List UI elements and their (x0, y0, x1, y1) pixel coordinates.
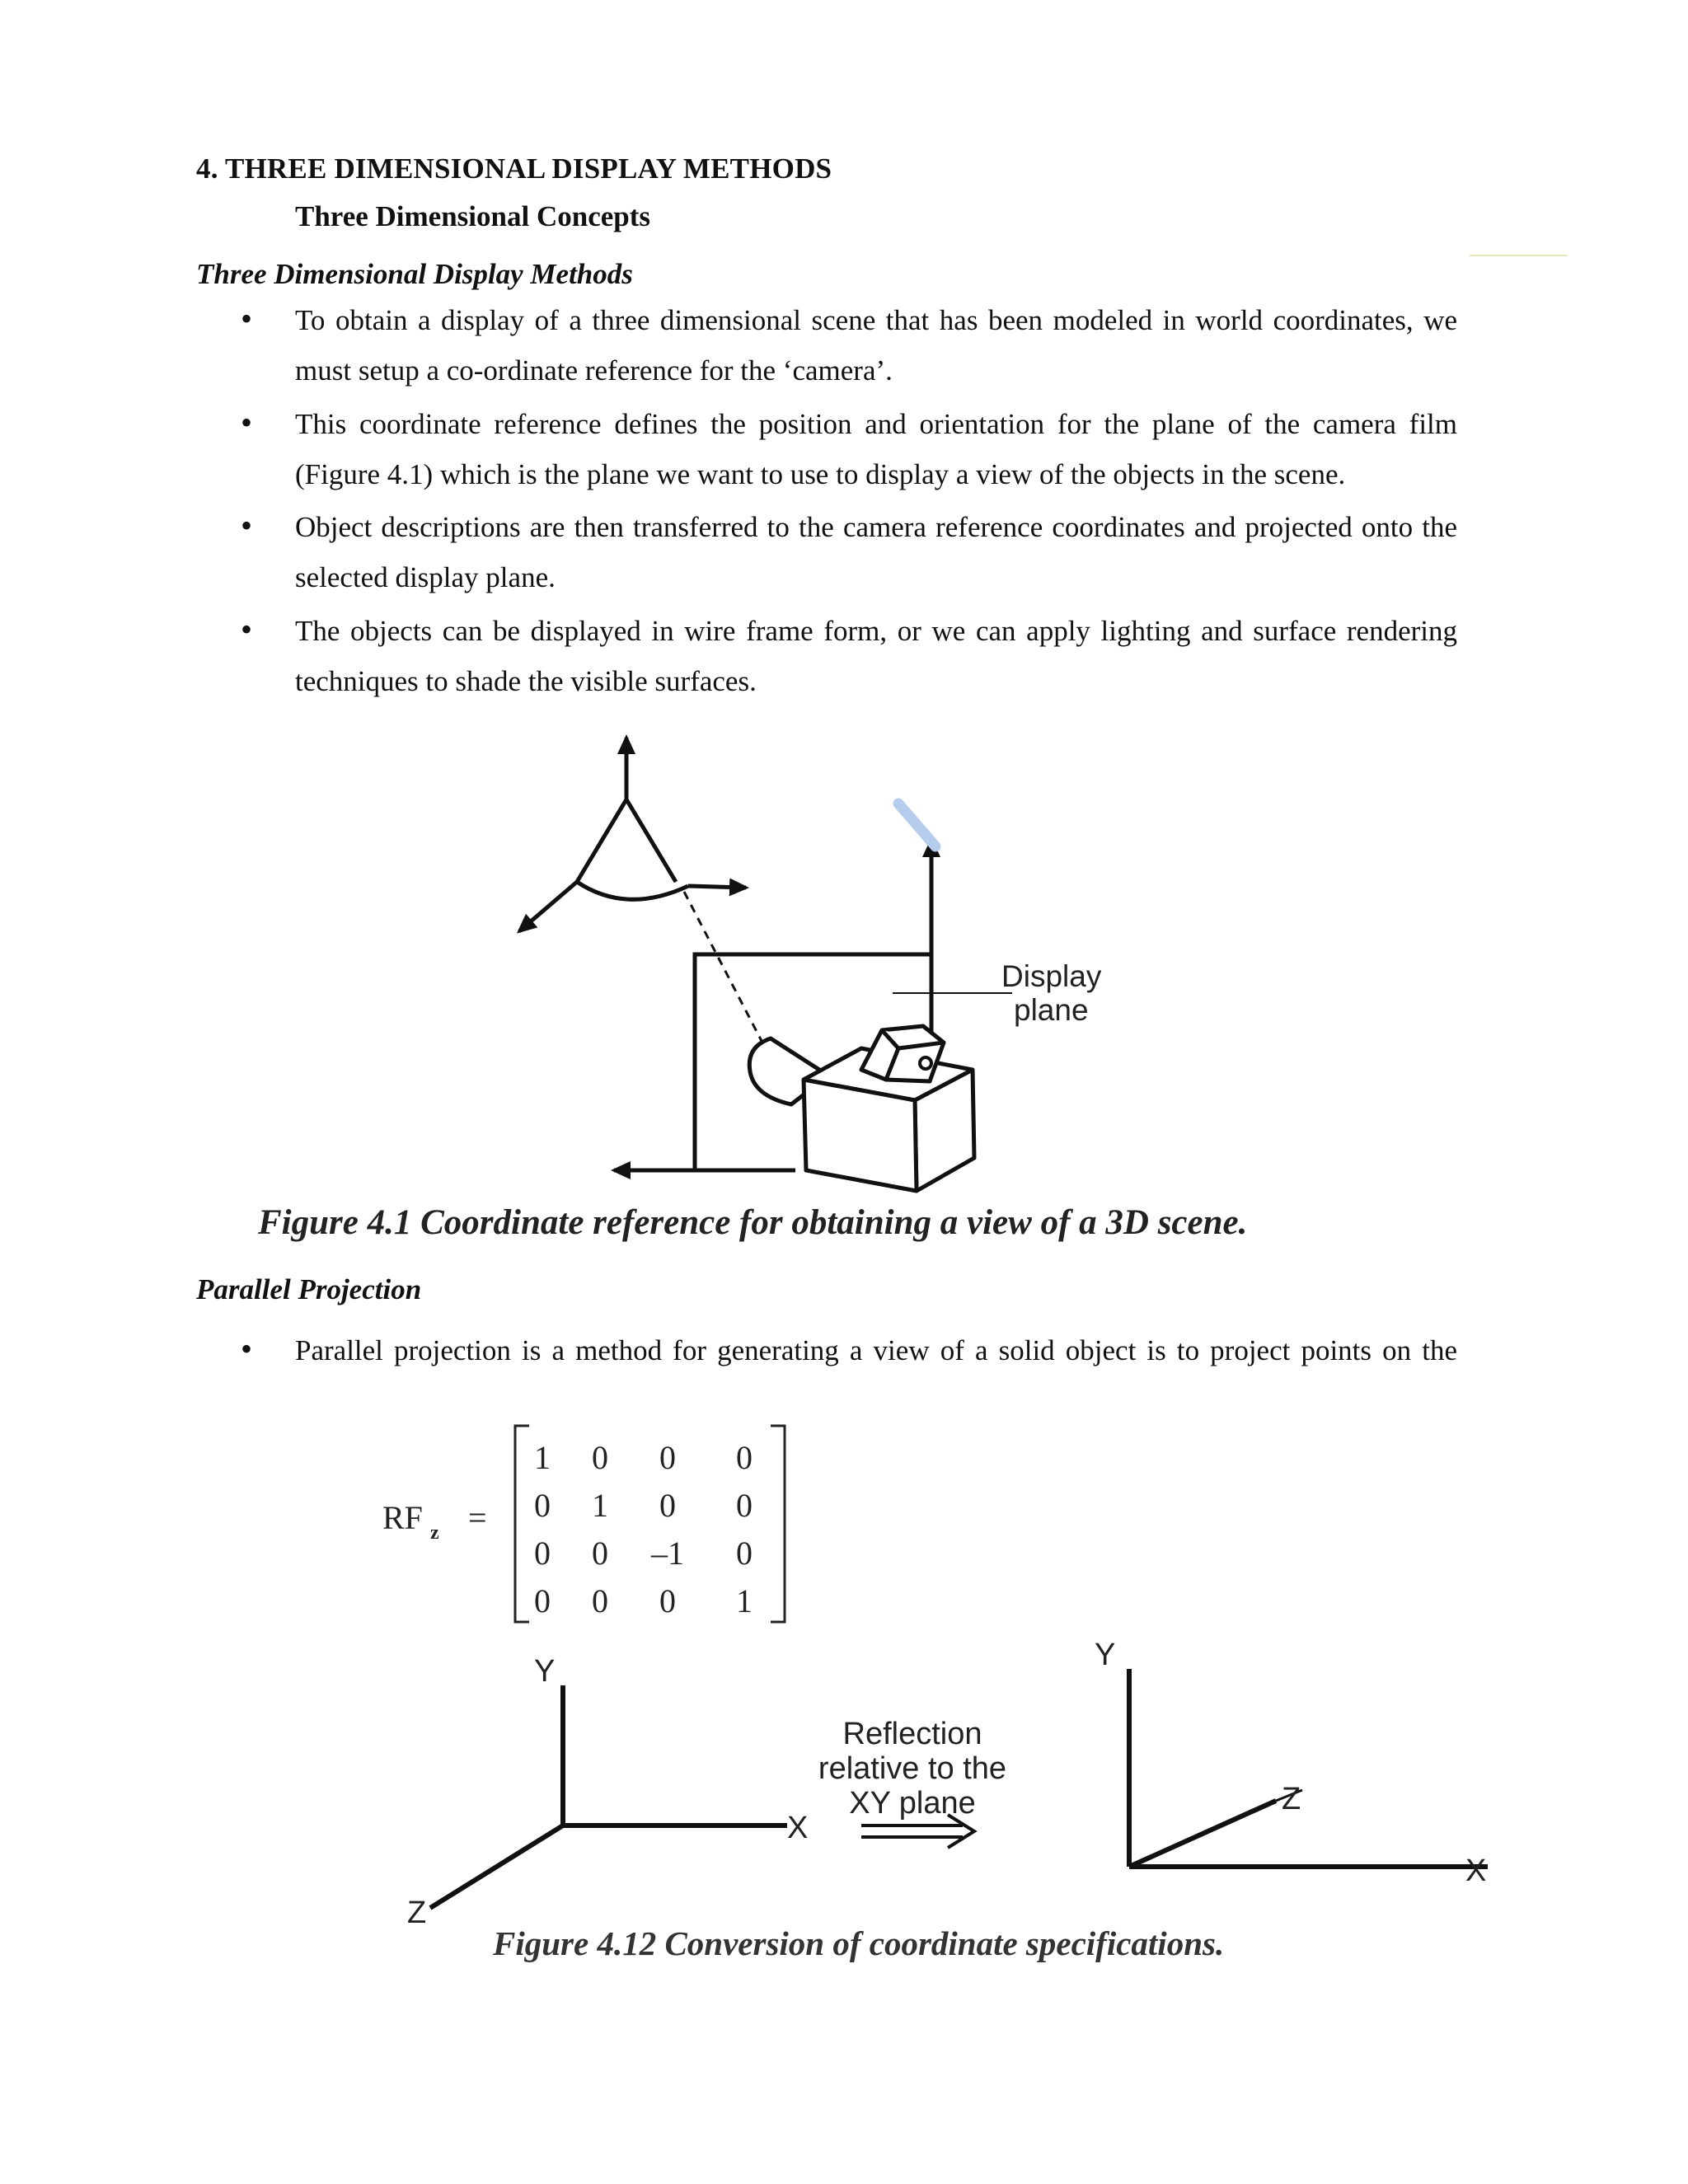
matrix-cell: 0 (659, 1487, 676, 1524)
figure-4-12-caption: Figure 4.12 Conversion of coordinate specifications. (493, 1924, 1225, 1962)
matrix-cell: 0 (659, 1582, 676, 1619)
display-plane-label-2: plane (1014, 993, 1089, 1027)
bullet-text-parallel: Parallel projection is a method for generating a view of a solid object is to project points on the (295, 1334, 1457, 1366)
matrix-cell: 0 (592, 1535, 608, 1572)
matrix-cell: 0 (534, 1487, 551, 1524)
matrix-cell: –1 (651, 1535, 684, 1572)
matrix-cell: 0 (736, 1535, 753, 1572)
figure-4-1-caption: Figure 4.1 Coordinate reference for obtaining a view of a 3D scene. (258, 1203, 1248, 1242)
matrix-cell: 0 (592, 1582, 608, 1619)
matrix-cell: 0 (534, 1535, 551, 1572)
reflection-text-1: Reflection (842, 1717, 982, 1751)
section-title-parallel-projection: Parallel Projection (196, 1273, 422, 1305)
reflection-text-2: relative to the (818, 1751, 1007, 1786)
left-axes (430, 1685, 787, 1908)
left-axis-z-label: Z (407, 1896, 427, 1930)
left-axis-x-label: X (787, 1811, 809, 1845)
bullet-text-2: This coordinate reference defines the position and orientation for the plane of the camera film (Figure 4.1) which is the plane we want to use to display a view of the objects in the scene. (295, 408, 1457, 490)
bullet-text-1: To obtain a display of a three dimensional scene that has been modeled in world coordinates, we must setup a co-ordinate reference for the ‘camera’. (295, 304, 1457, 387)
matrix-cell: 0 (736, 1487, 753, 1524)
right-axis-y-label: Y (1095, 1638, 1116, 1672)
display-plane-label-1: Display (1001, 959, 1102, 993)
right-axis-x-label: X (1465, 1854, 1487, 1888)
bullet-glyph: • (241, 300, 253, 337)
bullet-text-4: The objects can be displayed in wire frame form, or we can apply lighting and surface rendering techniques to shade the visible surfaces. (295, 615, 1457, 697)
matrix-cell: 1 (592, 1487, 608, 1524)
matrix-cell: 1 (736, 1582, 753, 1619)
bullet-glyph: • (241, 507, 253, 544)
bullet-glyph: • (241, 1330, 253, 1367)
bullet-text-3: Object descriptions are then transferred to the camera reference coordinates and projected onto the selected display plane. (295, 511, 1457, 593)
bullet-glyph: • (241, 404, 253, 441)
left-axis-y-label: Y (534, 1654, 556, 1689)
bullet-glyph: • (241, 611, 253, 648)
page-heading: 4. THREE DIMENSIONAL DISPLAY METHODS (196, 152, 832, 185)
matrix-label: RF (382, 1499, 423, 1536)
matrix-cell: 1 (534, 1439, 551, 1476)
matrix-subscript: z (430, 1522, 439, 1544)
matrix-cell: 0 (534, 1582, 551, 1619)
matrix-cell: 0 (736, 1439, 753, 1476)
matrix-cell: 0 (659, 1439, 676, 1476)
reflection-text-3: XY plane (849, 1786, 976, 1821)
right-axis-z-label: Z (1282, 1782, 1301, 1816)
subheading: Three Dimensional Concepts (295, 200, 651, 232)
matrix-cell: 0 (592, 1439, 608, 1476)
matrix-equals: = (468, 1499, 487, 1536)
right-axes (1129, 1669, 1488, 1867)
section-title-display-methods: Three Dimensional Display Methods (196, 258, 633, 290)
